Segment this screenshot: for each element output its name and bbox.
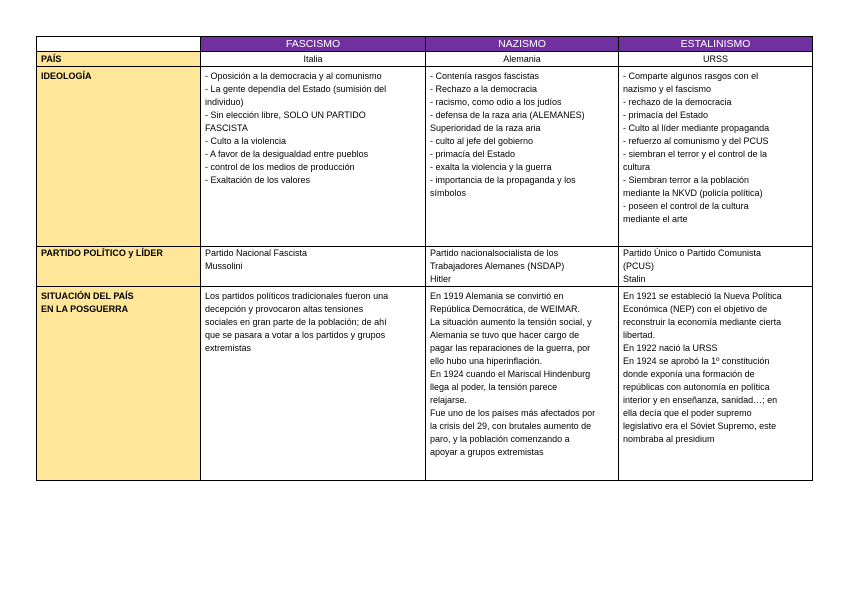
ideologia-line: - Rechazo a la democracia <box>430 84 538 94</box>
situacion-fascismo <box>201 287 426 481</box>
ideologia-line: mediante el arte <box>623 214 688 224</box>
comparison-table <box>36 36 813 481</box>
ideologia-fascismo <box>201 67 426 247</box>
situacion-line: reconstruir la economía mediante cierta <box>623 317 782 327</box>
situacion-line: Fue uno de los países más afectados por <box>430 408 596 418</box>
partido-line: Partido Único o Partido Comunista <box>623 248 762 258</box>
situacion-line: En 1921 se estableció la Nueva Política <box>623 291 782 301</box>
situacion-line: ella decía que el poder supremo <box>623 408 752 418</box>
pais-fascismo: Italia <box>201 52 426 67</box>
ideologia-line: mediante la NKVD (policía política) <box>623 188 763 198</box>
ideologia-line: - importancia de la propaganda y los <box>430 175 576 185</box>
situacion-line: donde exponía una formación de <box>623 369 755 379</box>
row-label-ideologia: IDEOLOGÍA <box>37 67 201 247</box>
ideologia-line: - Contenía rasgos fascistas <box>430 71 540 81</box>
situacion-line: sociales en gran parte de la población; de ahí <box>205 317 387 327</box>
partido-line: Stalin <box>623 274 646 284</box>
ideologia-line: - Culto al líder mediante propaganda <box>623 123 770 133</box>
ideologia-line: - culto al jefe del gobierno <box>430 136 534 146</box>
row-label-partido: PARTIDO POLÍTICO y LÍDER <box>37 247 201 287</box>
situacion-line: libertad. <box>623 330 656 340</box>
ideologia-line: - racismo, como odio a los judíos <box>430 97 562 107</box>
situacion-estalinismo <box>619 287 813 481</box>
situacion-line: que se pasara a votar a los partidos y grupos <box>205 330 386 340</box>
ideologia-line: símbolos <box>430 188 467 198</box>
row-situacion <box>37 287 813 481</box>
situacion-line: Los partidos políticos tradicionales fueron una <box>205 291 389 301</box>
ideologia-line: FASCISTA <box>205 123 248 133</box>
ideologia-line: - refuerzo al comunismo y del PCUS <box>623 136 769 146</box>
ideologia-line: - Sin elección libre, SOLO UN PARTIDO <box>205 110 366 120</box>
situacion-line: En 1922 nació la URSS <box>623 343 718 353</box>
header-empty-cell <box>37 37 201 52</box>
pais-estalinismo: URSS <box>619 52 813 67</box>
partido-line: (PCUS) <box>623 261 654 271</box>
situacion-line: República Democrática, de WEIMAR. <box>430 304 581 314</box>
partido-nazismo <box>426 247 619 287</box>
header-row <box>37 37 813 52</box>
situacion-line: ello hubo una hiperinflación. <box>430 356 543 366</box>
ideologia-line: - Siembran terror a la población <box>623 175 750 185</box>
situacion-line: llega al poder, la tensión parece <box>430 382 558 392</box>
ideologia-line: - primacía del Estado <box>430 149 516 159</box>
ideologia-line: - exalta la violencia y la guerra <box>430 162 552 172</box>
ideologia-line: nazismo y el fascismo <box>623 84 712 94</box>
partido-estalinismo <box>619 247 813 287</box>
ideologia-line: - rechazo de la democracia <box>623 97 732 107</box>
pais-nazismo: Alemania <box>426 52 619 67</box>
ideologia-line: - Culto a la violencia <box>205 136 287 146</box>
situacion-line: apoyar a grupos extremistas <box>430 447 544 457</box>
ideologia-line: - La gente dependía del Estado (sumisión del <box>205 84 387 94</box>
ideologia-line: - defensa de la raza aria (ALEMANES) <box>430 110 585 120</box>
situacion-line: En 1919 Alemania se convirtió en <box>430 291 564 301</box>
ideologia-estalinismo <box>619 67 813 247</box>
situacion-line: En 1924 se aprobó la 1º constitución <box>623 356 770 366</box>
row-label-situacion-line: EN LA POSGUERRA <box>41 304 129 314</box>
situacion-line: legislativo era el Sóviet Supremo, este <box>623 421 777 431</box>
ideologia-line: individuo) <box>205 97 244 107</box>
situacion-line: pagar las reparaciones de la guerra, por <box>430 343 591 353</box>
situacion-line: En 1924 cuando el Mariscal Hindenburg <box>430 369 591 379</box>
ideologia-line: cultura <box>623 162 651 172</box>
partido-line: Mussolini <box>205 261 243 271</box>
ideologia-line: - siembran el terror y el control de la <box>623 149 768 159</box>
ideologia-nazismo <box>426 67 619 247</box>
row-ideologia <box>37 67 813 247</box>
row-label-situacion <box>37 287 201 481</box>
ideologia-line: - Oposición a la democracia y al comunismo <box>205 71 382 81</box>
situacion-line: nombraba al presidium <box>623 434 715 444</box>
ideologia-line: - poseen el control de la cultura <box>623 201 749 211</box>
partido-line: Partido nacionalsocialista de los <box>430 248 559 258</box>
partido-line: Hitler <box>430 274 452 284</box>
situacion-nazismo <box>426 287 619 481</box>
ideologia-line: - A favor de la desigualdad entre pueblos <box>205 149 369 159</box>
partido-fascismo <box>201 247 426 287</box>
row-partido <box>37 247 813 287</box>
situacion-line: decepción y provocaron altas tensiones <box>205 304 364 314</box>
partido-line: Partido Nacional Fascista <box>205 248 308 258</box>
situacion-line: repúblicas con autonomía en política <box>623 382 770 392</box>
row-label-pais: PAÍS <box>37 52 201 67</box>
header-estalinismo: ESTALINISMO <box>619 37 813 52</box>
situacion-line: paro, y la población comenzando a <box>430 434 570 444</box>
row-pais <box>37 52 813 67</box>
row-label-situacion-line: SITUACIÓN DEL PAÍS <box>41 291 134 301</box>
situacion-line: interior y en enseñanza, sanidad…; en <box>623 395 778 405</box>
header-fascismo: FASCISMO <box>201 37 426 52</box>
situacion-line: la crisis del 29, con brutales aumento de <box>430 421 592 431</box>
situacion-line: extremistas <box>205 343 252 353</box>
ideologia-line: - primacía del Estado <box>623 110 709 120</box>
partido-line: Trabajadores Alemanes (NSDAP) <box>430 261 565 271</box>
ideologia-line: - Exaltación de los valores <box>205 175 311 185</box>
situacion-line: La situación aumento la tensión social, y <box>430 317 592 327</box>
ideologia-line: - Comparte algunos rasgos con el <box>623 71 759 81</box>
situacion-line: relajarse. <box>430 395 468 405</box>
situacion-line: Económica (NEP) con el objetivo de <box>623 304 768 314</box>
header-nazismo: NAZISMO <box>426 37 619 52</box>
situacion-line: Alemania se tuvo que hacer cargo de <box>430 330 580 340</box>
ideologia-line: Superioridad de la raza aria <box>430 123 541 133</box>
ideologia-line: - control de los medios de producción <box>205 162 355 172</box>
